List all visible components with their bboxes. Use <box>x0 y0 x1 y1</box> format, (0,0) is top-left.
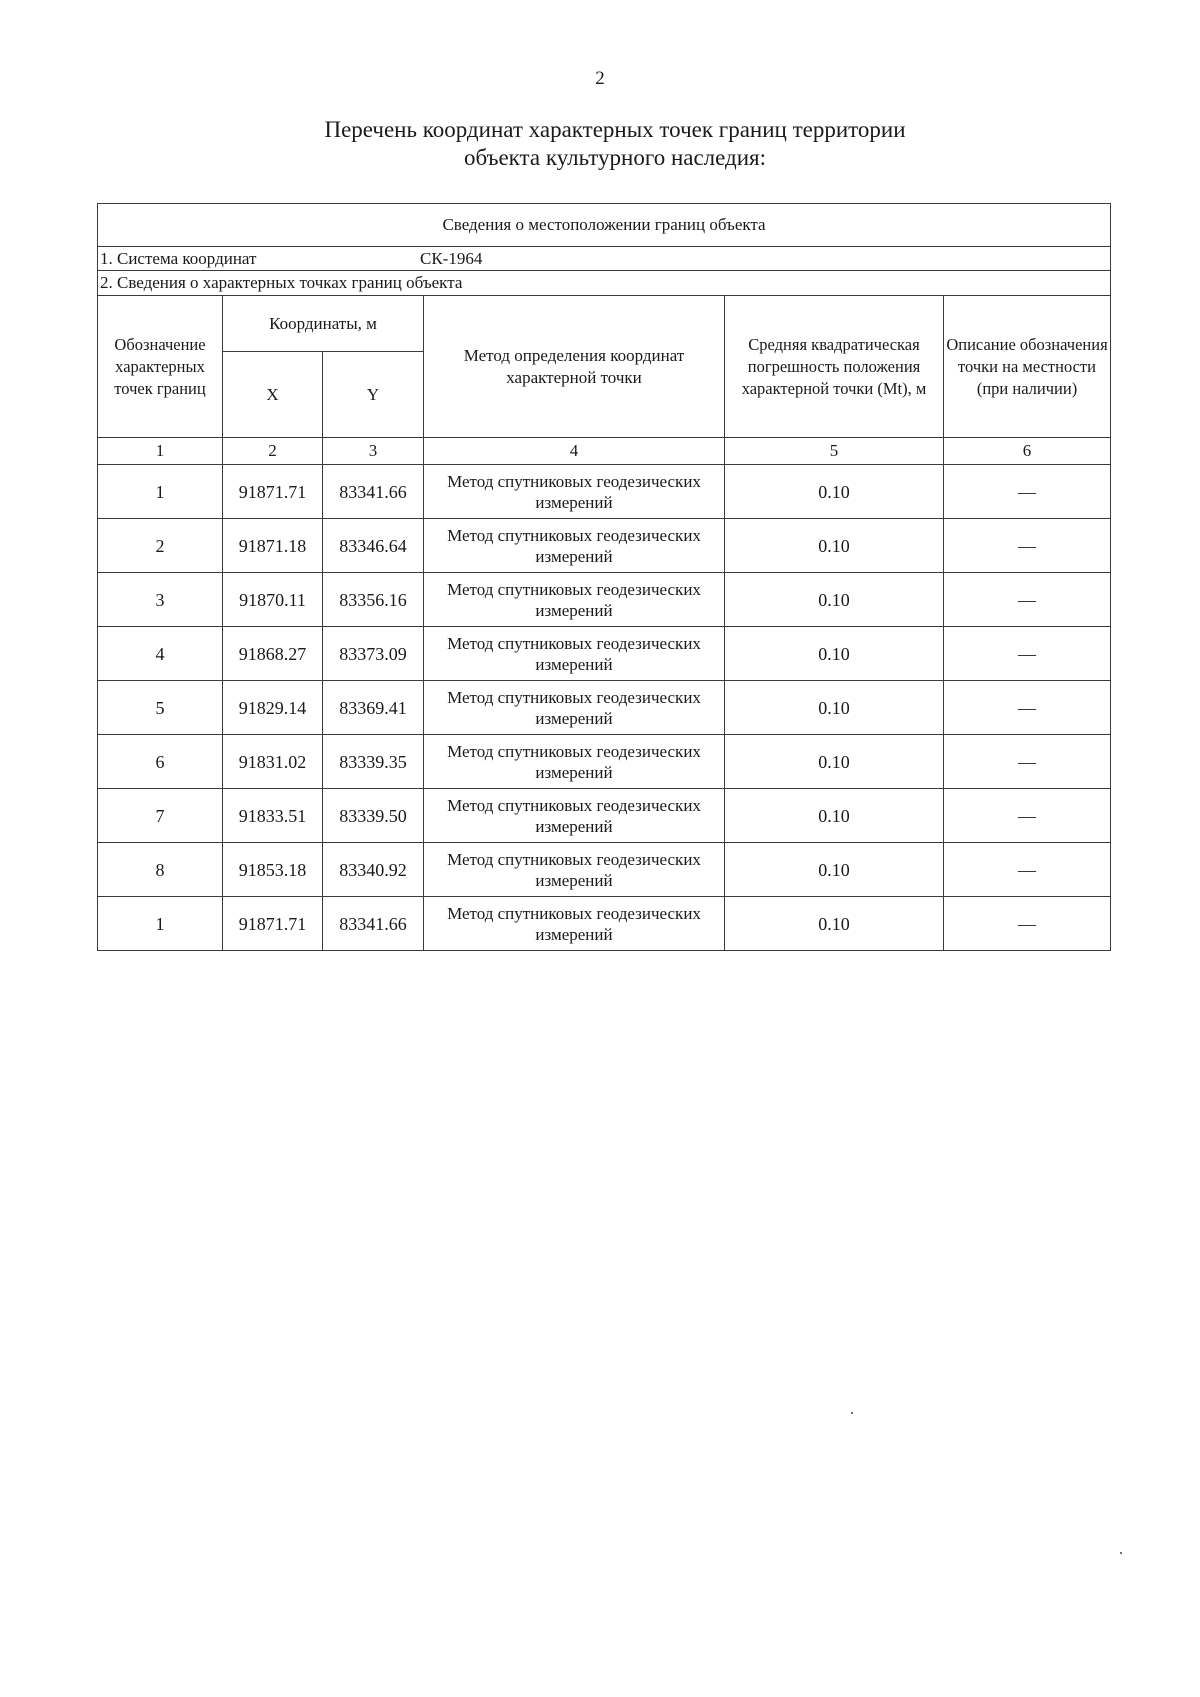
table-row <box>98 681 1111 735</box>
coord-x: 91870.11 <box>223 573 323 627</box>
header-method: Метод определения координат характерной точки <box>424 296 725 438</box>
method: Метод спутниковых геодезических измерений <box>424 519 725 573</box>
point-description: — <box>944 465 1111 519</box>
point-number: 8 <box>98 843 223 897</box>
document-title-line-1: Перечень координат характерных точек границ территории <box>324 117 906 142</box>
mean-error: 0.10 <box>725 843 944 897</box>
point-number: 1 <box>98 897 223 951</box>
point-description: — <box>944 627 1111 681</box>
scan-speck <box>851 1412 853 1414</box>
coord-x: 91871.18 <box>223 519 323 573</box>
table-row <box>98 735 1111 789</box>
document-title-line-2: объекта культурного наследия: <box>463 145 767 170</box>
points-info-label: 2. Сведения о характерных точках границ объекта <box>98 271 1111 296</box>
method: Метод спутниковых геодезических измерений <box>424 789 725 843</box>
point-number: 1 <box>98 465 223 519</box>
mean-error: 0.10 <box>725 789 944 843</box>
point-description: — <box>944 573 1111 627</box>
coord-y: 83373.09 <box>323 627 424 681</box>
coord-y: 83356.16 <box>323 573 424 627</box>
header-error: Средняя квадратическая погрешность положения характерной точки (Mt), м <box>725 296 944 438</box>
coordinates-table <box>97 203 1111 951</box>
coord-y: 83346.64 <box>323 519 424 573</box>
point-number: 5 <box>98 681 223 735</box>
coord-y: 83369.41 <box>323 681 424 735</box>
column-number-6: 6 <box>944 438 1111 465</box>
point-number: 2 <box>98 519 223 573</box>
table-caption: Сведения о местоположении границ объекта <box>98 204 1111 247</box>
coord-y: 83341.66 <box>323 897 424 951</box>
table-row <box>98 789 1111 843</box>
table-row <box>98 465 1111 519</box>
coord-x: 91871.71 <box>223 465 323 519</box>
coord-y: 83339.35 <box>323 735 424 789</box>
column-number-4: 4 <box>424 438 725 465</box>
point-number: 3 <box>98 573 223 627</box>
column-number-3: 3 <box>323 438 424 465</box>
table-row <box>98 573 1111 627</box>
mean-error: 0.10 <box>725 681 944 735</box>
coord-y: 83341.66 <box>323 465 424 519</box>
column-number-2: 2 <box>223 438 323 465</box>
table-caption-row <box>98 204 1111 247</box>
coord-system-cell <box>98 247 1111 271</box>
coord-y: 83339.50 <box>323 789 424 843</box>
coord-x: 91853.18 <box>223 843 323 897</box>
point-number: 4 <box>98 627 223 681</box>
coord-system-row <box>98 247 1111 271</box>
mean-error: 0.10 <box>725 465 944 519</box>
method: Метод спутниковых геодезических измерений <box>424 627 725 681</box>
page-number: 2 <box>595 68 605 89</box>
table-row <box>98 627 1111 681</box>
table-row <box>98 843 1111 897</box>
coord-system-label: 1. Система координат <box>100 248 257 268</box>
point-description: — <box>944 897 1111 951</box>
mean-error: 0.10 <box>725 519 944 573</box>
mean-error: 0.10 <box>725 627 944 681</box>
coord-x: 91833.51 <box>223 789 323 843</box>
method: Метод спутниковых геодезических измерений <box>424 735 725 789</box>
document-title <box>0 116 1200 172</box>
method: Метод спутниковых геодезических измерений <box>424 465 725 519</box>
header-y: Y <box>323 352 424 438</box>
column-numbers-row <box>98 438 1111 465</box>
header-description: Описание обозначения точки на местности (при наличии) <box>944 296 1111 438</box>
table-row <box>98 897 1111 951</box>
coord-system-value: СК-1964 <box>420 248 483 268</box>
point-description: — <box>944 681 1111 735</box>
points-info-row <box>98 271 1111 296</box>
coordinates-table-body <box>98 204 1111 951</box>
coord-x: 91829.14 <box>223 681 323 735</box>
point-description: — <box>944 843 1111 897</box>
column-number-5: 5 <box>725 438 944 465</box>
coord-x: 91868.27 <box>223 627 323 681</box>
mean-error: 0.10 <box>725 573 944 627</box>
point-description: — <box>944 519 1111 573</box>
table-row <box>98 519 1111 573</box>
header-designation: Обозначение характерных точек границ <box>98 296 223 438</box>
column-number-1: 1 <box>98 438 223 465</box>
method: Метод спутниковых геодезических измерений <box>424 573 725 627</box>
method: Метод спутниковых геодезических измерений <box>424 897 725 951</box>
header-coordinates: Координаты, м <box>223 296 424 352</box>
coord-y: 83340.92 <box>323 843 424 897</box>
point-description: — <box>944 735 1111 789</box>
coord-x: 91871.71 <box>223 897 323 951</box>
method: Метод спутниковых геодезических измерений <box>424 681 725 735</box>
mean-error: 0.10 <box>725 897 944 951</box>
point-number: 7 <box>98 789 223 843</box>
mean-error: 0.10 <box>725 735 944 789</box>
coord-x: 91831.02 <box>223 735 323 789</box>
header-row-1 <box>98 296 1111 352</box>
method: Метод спутниковых геодезических измерений <box>424 843 725 897</box>
scan-speck <box>1120 1552 1122 1554</box>
point-description: — <box>944 789 1111 843</box>
point-number: 6 <box>98 735 223 789</box>
header-x: X <box>223 352 323 438</box>
